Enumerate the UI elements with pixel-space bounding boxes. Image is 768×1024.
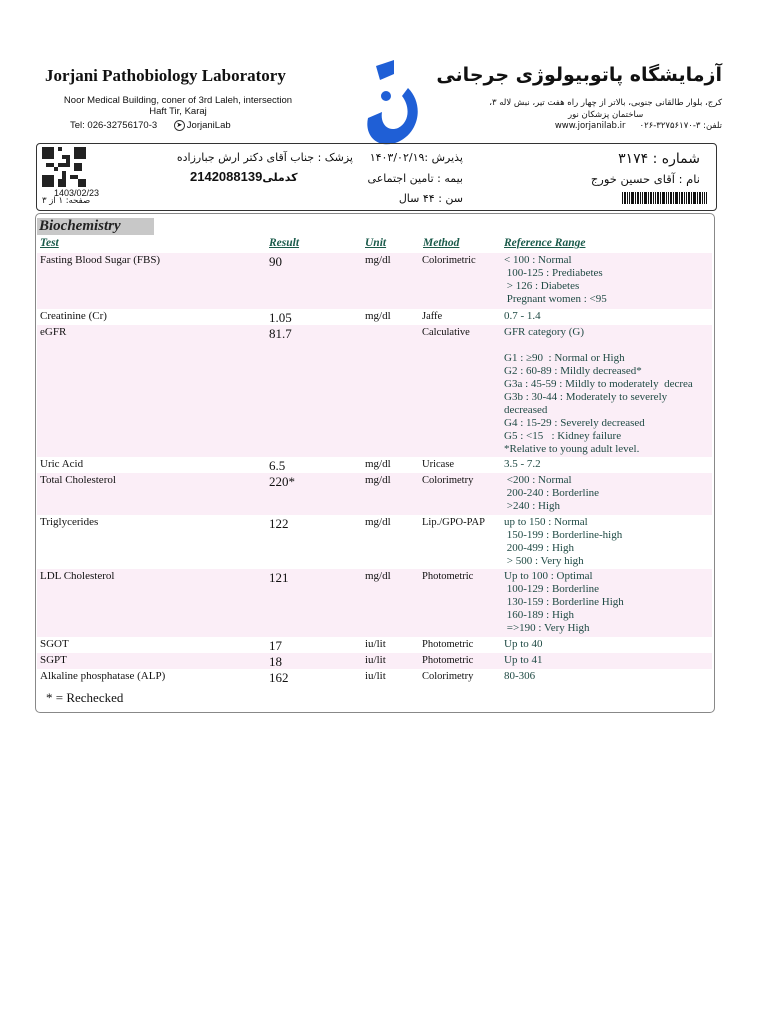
doctor-name: پزشک : جناب آقای دکتر ارش جبارزاده <box>176 151 353 164</box>
test-result: 6.5 <box>269 458 286 473</box>
col-header-reference: Reference Range <box>504 237 586 249</box>
reference-range-line: 160-189 : High <box>504 609 574 621</box>
test-method: Uricase <box>422 459 455 470</box>
test-name: SGOT <box>40 638 69 650</box>
national-code-block <box>190 168 298 186</box>
reference-range-line: < 100 : Normal <box>504 254 572 266</box>
reference-range-line: 200-499 : High <box>504 542 574 554</box>
lab-address-fa <box>489 97 722 121</box>
reference-range-line: Pregnant women : <95 <box>504 293 607 305</box>
reference-range-line: decreased <box>504 404 548 416</box>
test-method: Jaffe <box>422 311 443 322</box>
test-name: Alkaline phosphatase (ALP) <box>40 670 166 682</box>
contact-row-fa <box>541 121 722 131</box>
test-result: 81.7 <box>269 326 292 341</box>
lab-logo-icon <box>364 60 420 146</box>
rechecked-footnote: * = Rechecked <box>46 690 124 705</box>
test-unit: iu/lit <box>365 638 386 650</box>
col-header-result: Result <box>269 237 300 249</box>
patient-age: سن : ۴۴ سال <box>398 192 463 205</box>
test-result: 17 <box>269 638 282 653</box>
test-method: Lip./GPO-PAP <box>422 517 485 528</box>
reference-range-line: Up to 100 : Optimal <box>504 570 593 582</box>
reference-range-line: G4 : 15-29 : Severely decreased <box>504 417 645 429</box>
test-method: Photometric <box>422 571 474 582</box>
test-unit: mg/dl <box>365 516 391 528</box>
reference-range-line: 100-125 : Prediabetes <box>504 267 603 279</box>
test-result: 18 <box>269 654 282 669</box>
test-unit: mg/dl <box>365 570 391 582</box>
address-fa-line-1: کرج، بلوار طالقانی جنوبی، بالاتر از چهار راه هفت تیر، نبش لاله ۳، <box>489 98 722 108</box>
test-method: Photometric <box>422 639 474 650</box>
test-name: Fasting Blood Sugar (FBS) <box>40 254 161 266</box>
lab-name-fa: آزمایشگاه پاتوبیولوژی جرجانی <box>436 64 722 86</box>
reference-range-line: 130-159 : Borderline High <box>504 596 624 608</box>
reference-range-line: G1 : ≥90 : Normal or High <box>504 352 625 364</box>
reference-range-line: > 500 : Very high <box>504 555 584 567</box>
reference-range-line: *Relative to young adult level. <box>504 443 640 455</box>
social-handle: JorjaniLab <box>186 120 231 132</box>
page-label: صفحه: ۱ از ۳ <box>42 196 91 206</box>
contact-row-en <box>70 120 231 131</box>
national-code-label: کدملی <box>262 171 298 184</box>
test-unit: mg/dl <box>365 254 391 266</box>
lab-address-en <box>44 95 312 117</box>
test-name: Triglycerides <box>40 516 99 528</box>
test-name: eGFR <box>40 326 67 338</box>
reference-range-line: GFR category (G) <box>504 326 585 338</box>
admission-date: پذیرش :۱۴۰۳/۰۲/۱۹ <box>369 151 463 164</box>
reference-range-line: 0.7 - 1.4 <box>504 310 541 322</box>
test-unit: iu/lit <box>365 670 386 682</box>
reference-range-line: G3b : 30-44 : Moderately to severely <box>504 391 668 403</box>
test-result: 1.05 <box>269 310 292 325</box>
reference-range-line: 150-199 : Borderline-high <box>504 529 623 541</box>
test-method: Colorimetry <box>422 671 474 682</box>
telegram-icon: ➤ <box>174 120 185 131</box>
test-name: Uric Acid <box>40 458 84 470</box>
phone-fa: تلفن: ۳-۳۲۷۵۶۱۷۰-۰۲۶ <box>639 121 722 131</box>
test-name: LDL Cholesterol <box>40 570 115 582</box>
address-line-2: Haft Tir, Karaj <box>149 106 207 117</box>
patient-number: شماره : ۳۱۷۴ <box>618 151 700 167</box>
reference-range-line: > 126 : Diabetes <box>504 280 580 292</box>
test-result: 220* <box>269 474 295 489</box>
qr-code-icon <box>42 147 86 187</box>
reference-range-line: 80-306 <box>504 670 536 682</box>
insurance: بیمه : تامین اجتماعی <box>367 172 463 185</box>
test-name: Total Cholesterol <box>40 474 116 486</box>
website-link[interactable]: www.jorjanilab.ir <box>554 121 626 131</box>
reference-range-line: G5 : <15 : Kidney failure <box>504 430 622 442</box>
reference-range-line: >240 : High <box>504 500 561 512</box>
reference-range-line: G3a : 45-59 : Mildly to moderately decrea <box>504 378 693 390</box>
reference-range-line: Up to 41 <box>504 654 543 666</box>
col-header-method: Method <box>423 237 460 249</box>
patient-name: نام : آقای حسین خورج <box>590 172 700 186</box>
lab-name-en: Jorjani Pathobiology Laboratory <box>45 66 286 85</box>
test-unit: mg/dl <box>365 458 391 470</box>
col-header-unit: Unit <box>365 237 387 249</box>
test-result: 162 <box>269 670 289 685</box>
test-result: 122 <box>269 516 289 531</box>
test-unit: mg/dl <box>365 474 391 486</box>
test-method: Photometric <box>422 655 474 666</box>
national-code: 2142088139 <box>190 169 263 184</box>
reference-range-line: 200-240 : Borderline <box>504 487 600 499</box>
test-unit: mg/dl <box>365 310 391 322</box>
reference-range-line: Up to 40 <box>504 638 543 650</box>
test-method: Colorimetry <box>422 475 474 486</box>
section-title: Biochemistry <box>37 218 154 235</box>
test-name: SGPT <box>40 654 67 666</box>
test-unit: iu/lit <box>365 654 386 666</box>
test-result: 121 <box>269 570 289 585</box>
report-date: 1403/02/23 <box>54 188 100 198</box>
test-method: Calculative <box>422 327 470 338</box>
barcode-icon <box>622 192 707 204</box>
reference-range-line: <200 : Normal <box>504 474 572 486</box>
test-name: Creatinine (Cr) <box>40 310 107 322</box>
test-method: Colorimetric <box>422 255 476 266</box>
reference-range-line: G2 : 60-89 : Mildly decreased* <box>504 365 642 377</box>
reference-range-line: 100-129 : Borderline <box>504 583 600 595</box>
reference-range-line: up to 150 : Normal <box>504 516 588 528</box>
reference-range-line: =>190 : Very High <box>504 622 590 634</box>
tel-text: Tel: 026-32756170-3 <box>70 120 158 132</box>
col-header-test: Test <box>40 237 59 249</box>
address-line-1: Noor Medical Building, coner of 3rd Laleh, intersection <box>63 95 293 106</box>
reference-range-line: 3.5 - 7.2 <box>504 458 541 470</box>
test-result: 90 <box>269 254 282 269</box>
address-fa-line-2: ساختمان پزشکان نور <box>567 110 644 120</box>
